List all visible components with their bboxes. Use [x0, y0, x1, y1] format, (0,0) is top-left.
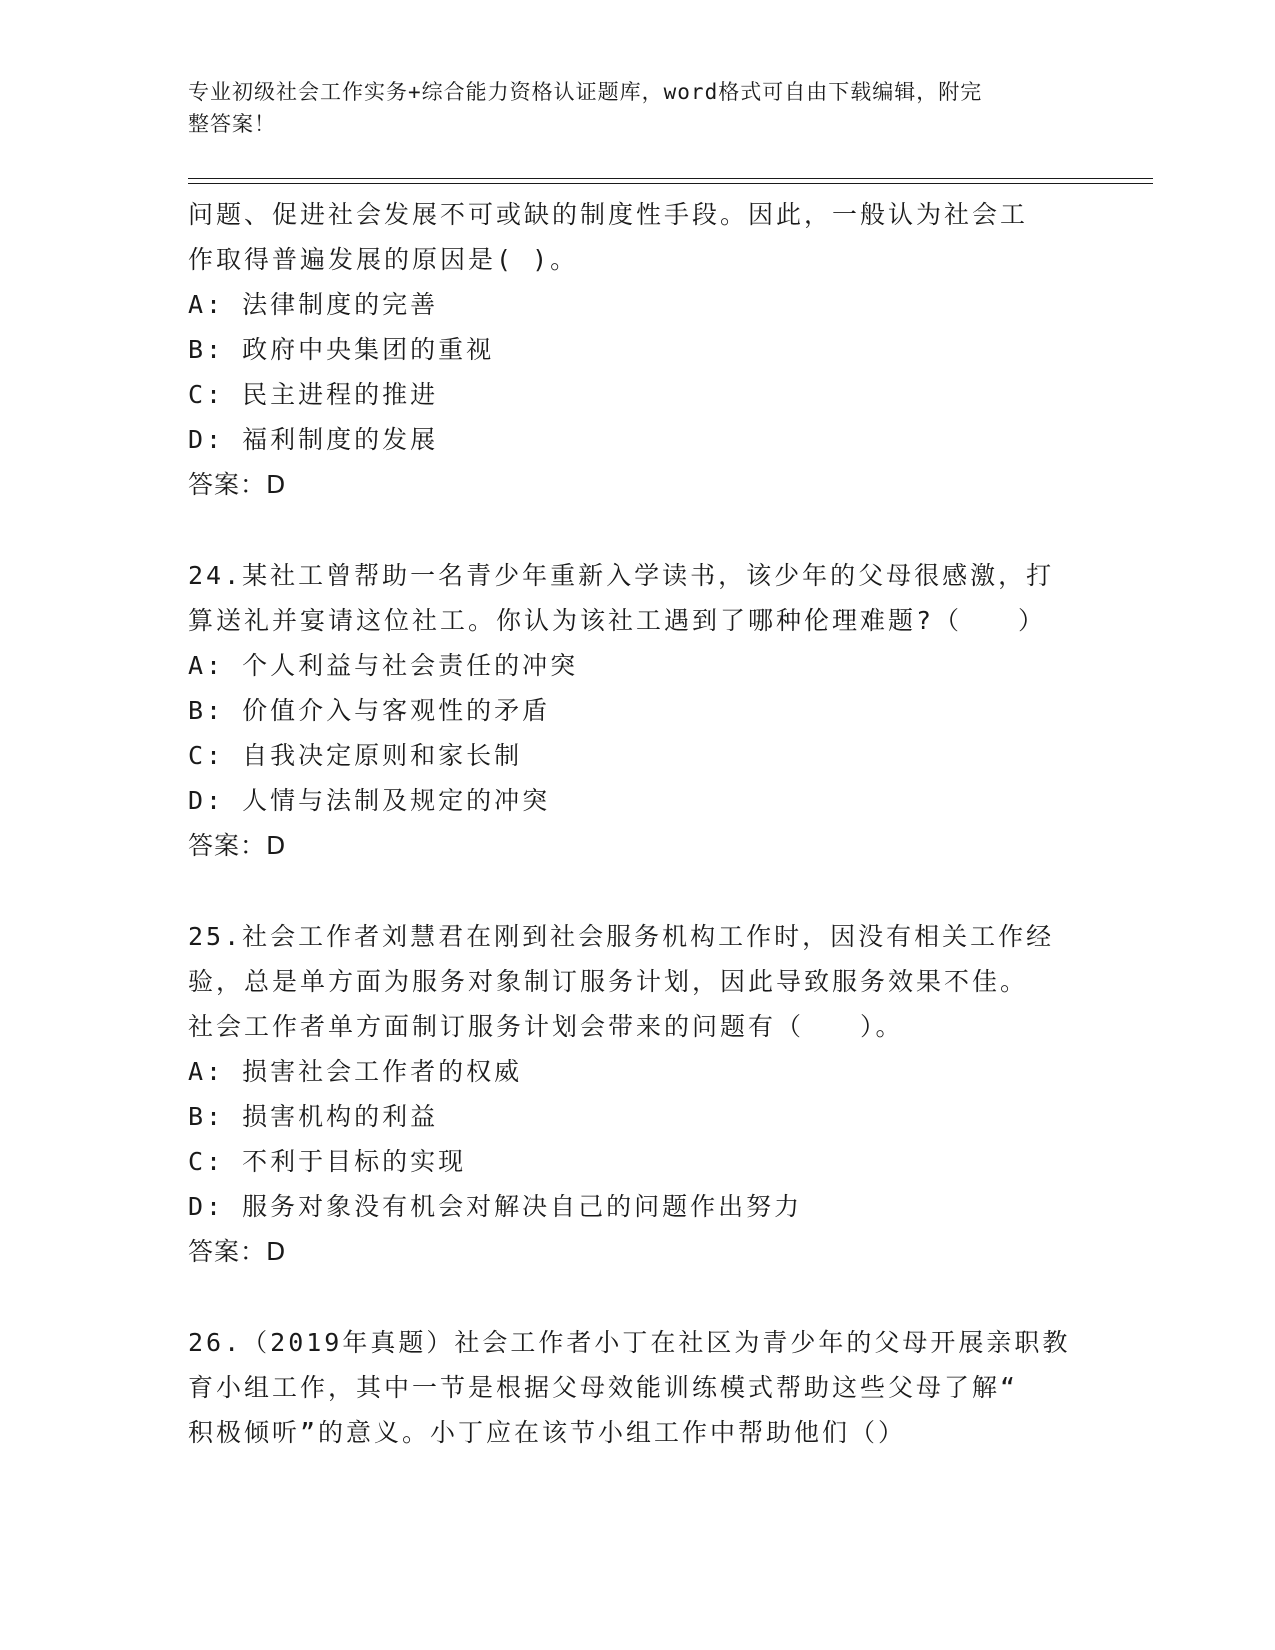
- question-item: [188, 553, 1088, 868]
- option-c: C: 民主进程的推进: [188, 380, 439, 409]
- option-b: B: 政府中央集团的重视: [188, 335, 495, 364]
- option-d: D: 服务对象没有机会对解决自己的问题作出努力: [188, 1192, 803, 1221]
- header-divider-top: [188, 178, 1153, 179]
- option-a: A: 损害社会工作者的权威: [188, 1057, 523, 1086]
- header-divider-bottom: [188, 183, 1153, 184]
- option-b: B: 价值介入与客观性的矛盾: [188, 696, 551, 725]
- page-header: [188, 76, 1088, 140]
- answer-line: 答案：D: [188, 470, 287, 499]
- question-item: [188, 192, 1088, 507]
- question-stem-line: 问题、促进社会发展不可或缺的制度性手段。因此，一般认为社会工: [188, 200, 1029, 229]
- header-line-2: 整答案！: [188, 112, 276, 136]
- question-stem-line: 社会工作者单方面制订服务计划会带来的问题有（ ）。: [188, 1012, 904, 1041]
- option-a: A: 个人利益与社会责任的冲突: [188, 651, 579, 680]
- option-c: C: 不利于目标的实现: [188, 1147, 467, 1176]
- question-stem-line: 验，总是单方面为服务对象制订服务计划，因此导致服务效果不佳。: [188, 967, 1029, 996]
- question-stem-line: 育小组工作，其中一节是根据父母效能训练模式帮助这些父母了解“: [188, 1373, 1019, 1402]
- option-c: C: 自我决定原则和家长制: [188, 741, 523, 770]
- option-a: A: 法律制度的完善: [188, 290, 439, 319]
- question-stem-line: 25.社会工作者刘慧君在刚到社会服务机构工作时，因没有相关工作经: [188, 922, 1055, 951]
- question-stem-line: 24.某社工曾帮助一名青少年重新入学读书，该少年的父母很感激，打: [188, 561, 1055, 590]
- question-stem-line: 算送礼并宴请这位社工。你认为该社工遇到了哪种伦理难题?（ ）: [188, 606, 1047, 635]
- question-stem-line: 26.（2019年真题）社会工作者小丁在社区为青少年的父母开展亲职教: [188, 1328, 1071, 1357]
- option-d: D: 人情与法制及规定的冲突: [188, 786, 551, 815]
- question-stem-line: 积极倾听”的意义。小丁应在该节小组工作中帮助他们（）: [188, 1418, 907, 1447]
- header-line-1: 专业初级社会工作实务+综合能力资格认证题库，word格式可自由下载编辑，附完: [188, 80, 983, 104]
- answer-line: 答案：D: [188, 1237, 287, 1266]
- answer-line: 答案：D: [188, 831, 287, 860]
- question-stem-line: 作取得普遍发展的原因是( )。: [188, 245, 579, 274]
- option-d: D: 福利制度的发展: [188, 425, 439, 454]
- option-b: B: 损害机构的利益: [188, 1102, 439, 1131]
- question-item: [188, 1320, 1088, 1455]
- question-list: [188, 192, 1088, 1455]
- question-item: [188, 914, 1088, 1274]
